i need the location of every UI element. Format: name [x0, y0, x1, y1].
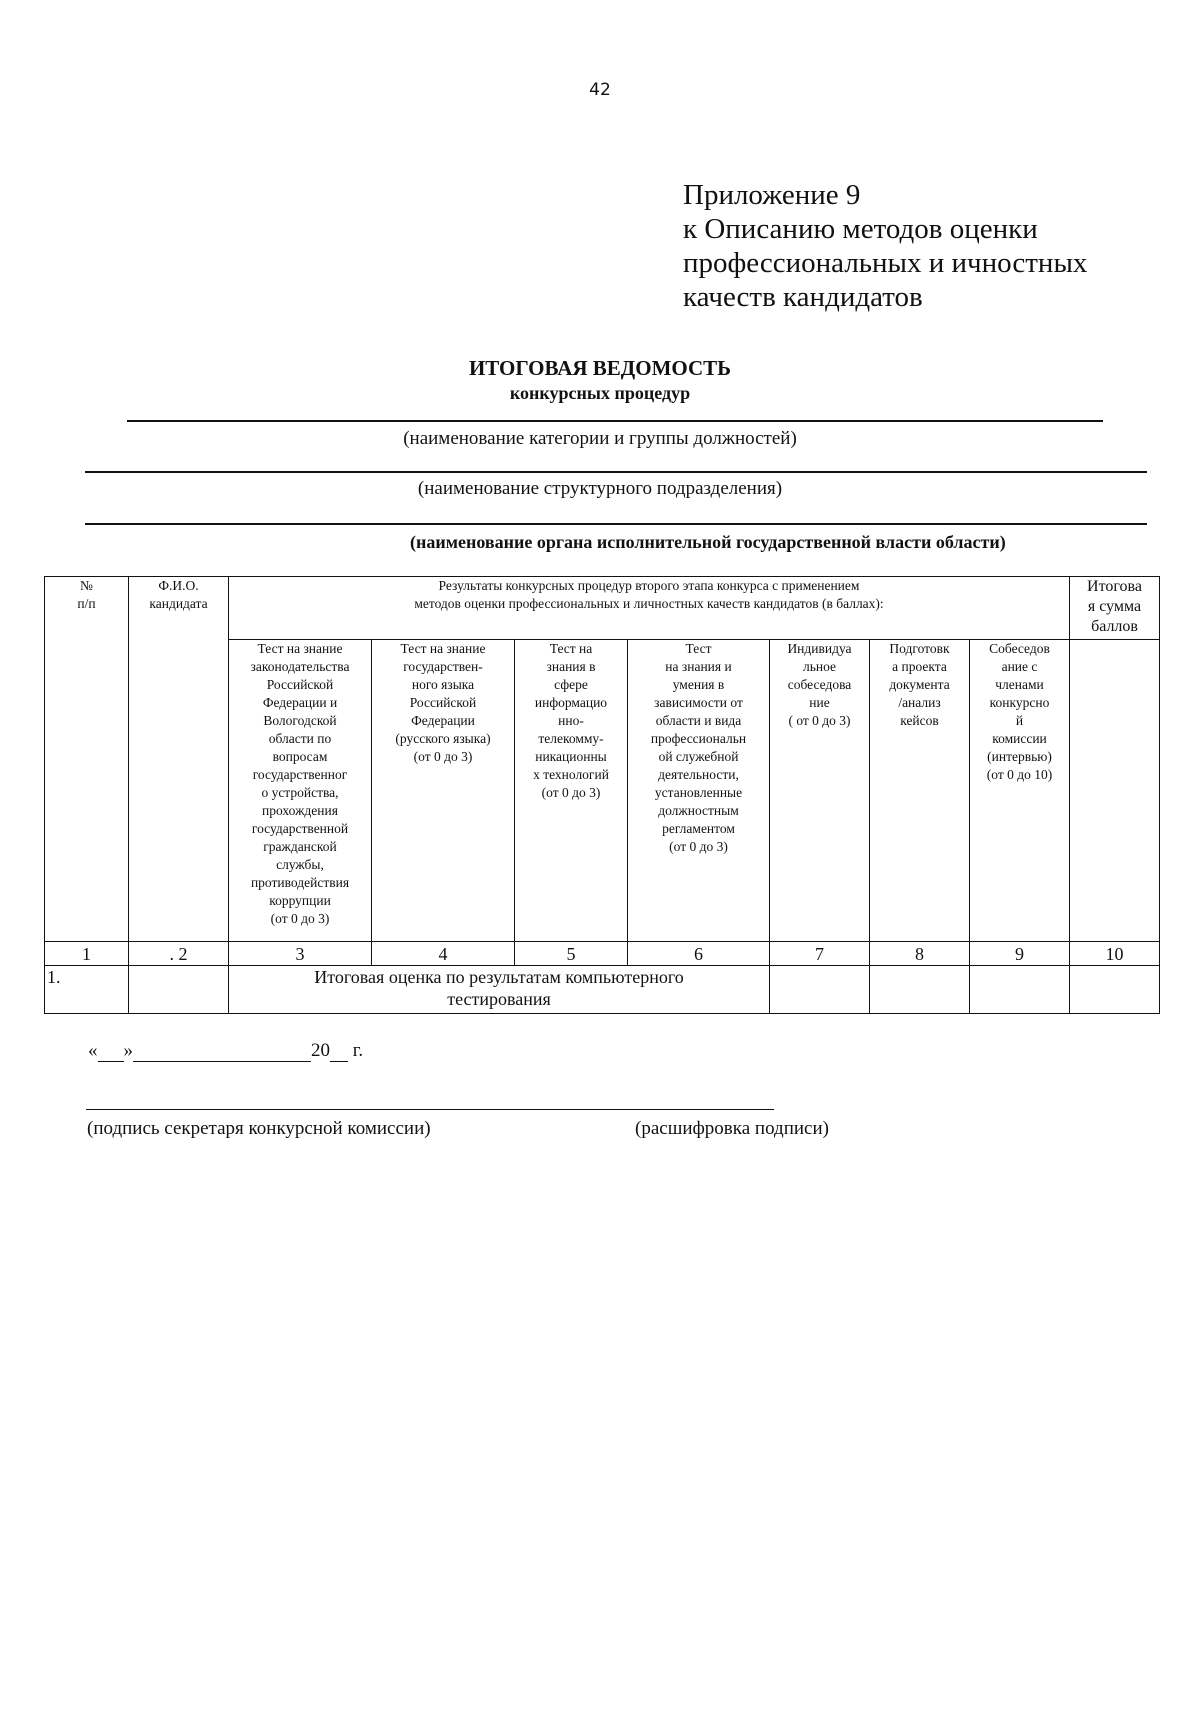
sub-header-total-empty: [1070, 640, 1160, 942]
column-number: 4: [372, 942, 515, 966]
appendix-line: Приложение 9: [683, 179, 861, 211]
sub-header-professional-test: Тест на знания и умения в зависимости от области и вида профессиональн ой служебной деятельности, установленные должностным регламентом (от 0 до 3): [628, 640, 770, 942]
row-value-cell: [870, 966, 970, 1014]
sub-header-law-test: Тест на знание законодательства Российской Федерации и Вологодской области по вопросам государственног о устройства, прохождения государственной гражданской службы, противодействия коррупции (от 0 до 3): [229, 640, 372, 942]
year-suffix: г.: [348, 1040, 364, 1061]
column-number: 9: [970, 942, 1070, 966]
column-number: 6: [628, 942, 770, 966]
appendix-line: к Описанию методов оценки: [683, 213, 1038, 245]
col-header-fio: Ф.И.О. кандидата: [129, 577, 229, 942]
date-open-quote: «: [88, 1040, 98, 1061]
row-value-cell: [970, 966, 1070, 1014]
category-line: [127, 420, 1103, 422]
column-number: 3: [229, 942, 372, 966]
sub-header-commission-interview: Собеседов ание с членами конкурсно й комиссии (интервью) (от 0 до 10): [970, 640, 1070, 942]
column-number: 1: [45, 942, 129, 966]
col-header-total: Итогова я сумма баллов: [1070, 577, 1160, 640]
sub-header-language-test: Тест на знание государствен- ного языка Российской Федерации (русского языка) (от 0 до 3): [372, 640, 515, 942]
appendix-line: профессиональных и ичностных: [683, 247, 1088, 279]
row-value-cell: [770, 966, 870, 1014]
sub-header-it-test: Тест на знания в сфере информацио нно- телекомму- никационны х технологий (от 0 до 3): [515, 640, 628, 942]
column-number: 7: [770, 942, 870, 966]
column-number: 5: [515, 942, 628, 966]
month-blank: [133, 1043, 311, 1062]
column-number: . 2: [129, 942, 229, 966]
date-line: [88, 1040, 363, 1062]
division-caption: (наименование структурного подразделения): [417, 478, 783, 499]
sub-header-individual-interview: Индивидуа льное собеседова ние ( от 0 до 3): [770, 640, 870, 942]
division-line: [85, 471, 1147, 473]
row-number: 1.: [45, 966, 129, 1014]
col-header-number: № п/п: [45, 577, 129, 942]
results-table: [44, 576, 1160, 1014]
column-number: 10: [1070, 942, 1160, 966]
row-fio-cell: [129, 966, 229, 1014]
row-label: Итоговая оценка по результатам компьютерного тестирования: [229, 966, 770, 1014]
document-subtitle: конкурсных процедур: [509, 383, 691, 403]
row-value-cell: [1070, 966, 1160, 1014]
appendix-line: качеств кандидатов: [683, 281, 923, 313]
page-number: 42: [589, 80, 611, 100]
appendix-header: [683, 178, 1153, 314]
signature-caption: (подпись секретаря конкурсной комиссии): [87, 1118, 431, 1139]
year-blank: [330, 1043, 348, 1062]
col-header-results: Результаты конкурсных процедур второго этапа конкурса с применением методов оценки профессиональных и личностных качеств кандидатов (в баллах):: [229, 577, 1070, 640]
date-close-quote: »: [123, 1040, 133, 1061]
column-number: 8: [870, 942, 970, 966]
day-blank: [98, 1043, 124, 1062]
authority-caption: (наименование органа исполнительной государственной власти области): [410, 532, 1006, 552]
signature-decoding-caption: (расшифровка подписи): [635, 1118, 829, 1139]
sub-header-document-project: Подготовк а проекта документа /анализ кейсов: [870, 640, 970, 942]
document-title: ИТОГОВАЯ ВЕДОМОСТЬ: [468, 356, 732, 380]
signature-line: [86, 1109, 774, 1110]
category-caption: (наименование категории и группы должностей): [403, 428, 797, 449]
year-prefix: 20: [311, 1040, 330, 1061]
authority-line: [85, 523, 1147, 525]
